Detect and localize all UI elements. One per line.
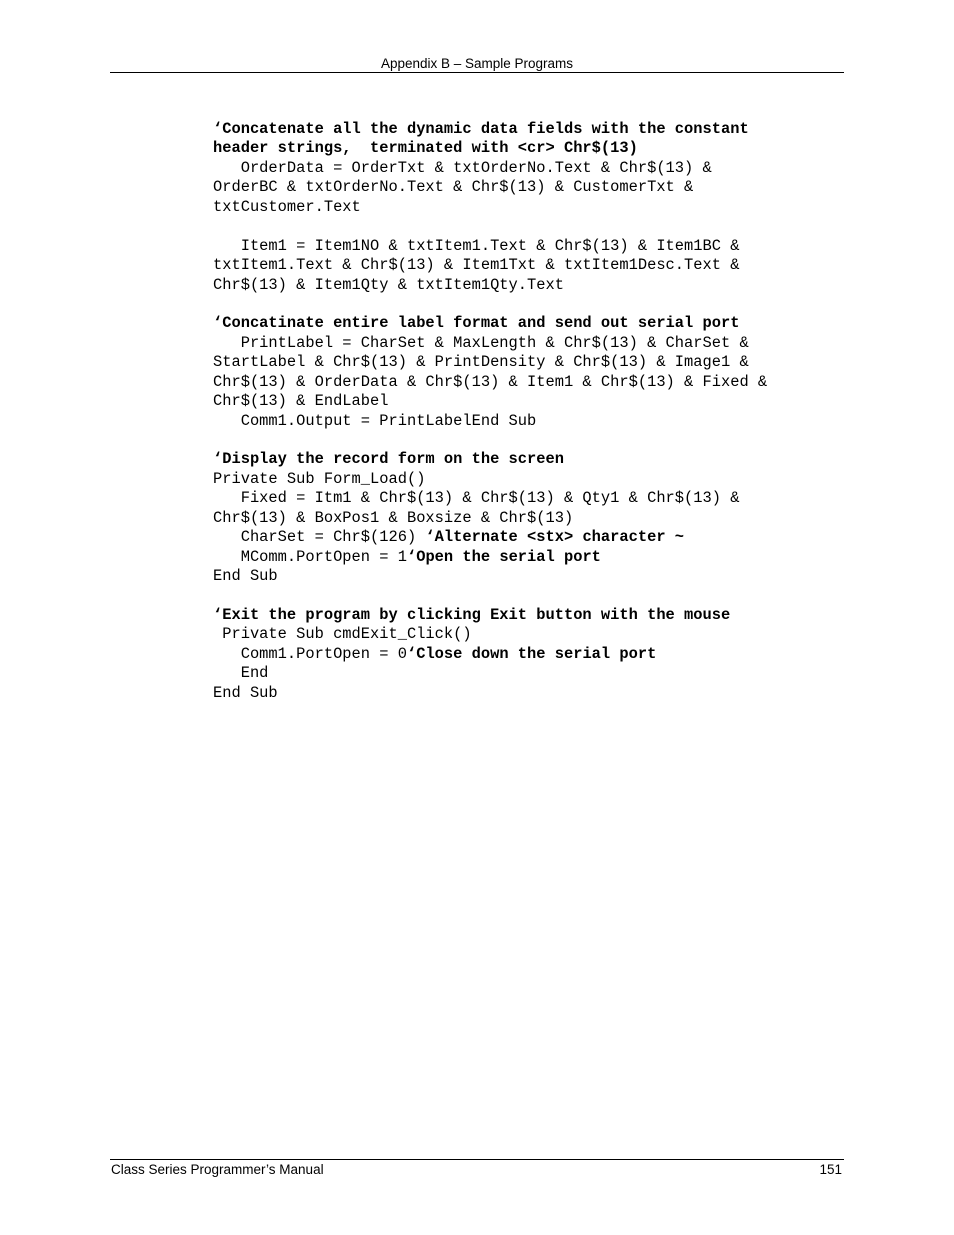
code-text: End [213,664,269,683]
code-line [213,392,843,411]
code-text: Comm1.PortOpen = 0 [213,644,407,663]
code-text: Comm1.Output = PrintLabelEnd Sub [213,411,537,430]
code-line [213,159,843,178]
code-text: Chr$(13) & BoxPos1 & Boxsize & Chr$(13) [213,508,574,527]
code-text: Item1 = Item1NO & txtItem1.Text & Chr$(13) & Item1BC & [213,236,740,255]
code-text: PrintLabel = CharSet & MaxLength & Chr$(13) & CharSet & [213,333,749,352]
code-line [213,198,843,217]
footer-divider [110,1159,844,1160]
code-line [213,489,843,508]
code-blank-line [213,217,843,236]
code-line [213,548,843,567]
code-line [213,314,843,333]
code-line [213,139,843,158]
code-text: Chr$(13) & EndLabel [213,392,389,411]
code-line [213,334,843,353]
code-comment: ‘Concatenate all the dynamic data fields with the constant [213,120,749,138]
code-line [213,528,843,547]
code-text: MComm.PortOpen = 1 [213,547,407,566]
code-line [213,276,843,295]
code-text: End Sub [213,683,278,702]
code-comment: ‘Exit the program by clicking Exit button with the mouse [213,605,731,624]
code-line [213,645,843,664]
code-line [213,353,843,372]
code-line [213,450,843,469]
code-text: Chr$(13) & Item1Qty & txtItem1Qty.Text [213,275,564,294]
code-text: txtItem1.Text & Chr$(13) & Item1Txt & txtItem1Desc.Text & [213,256,740,275]
code-line [213,178,843,197]
running-header: Appendix B – Sample Programs [380,56,574,71]
code-line [213,470,843,489]
code-text: Private Sub cmdExit_Click() [213,625,472,644]
code-text: StartLabel & Chr$(13) & PrintDensity & Chr$(13) & Image1 & [213,353,749,372]
page-number: 151 [819,1162,842,1177]
code-listing [213,120,843,703]
code-line [213,684,843,703]
code-line [213,606,843,625]
code-line [213,412,843,431]
code-text: End Sub [213,567,278,586]
code-comment: header strings, terminated with <cr> Chr$(13) [213,139,638,158]
code-blank-line [213,431,843,450]
code-line [213,120,843,139]
code-blank-line [213,587,843,606]
code-text: OrderBC & txtOrderNo.Text & Chr$(13) & CustomerTxt & [213,178,694,197]
code-line [213,509,843,528]
code-text: OrderData = OrderTxt & txtOrderNo.Text & Chr$(13) & [213,158,712,177]
code-comment: ‘Concatinate entire label format and send out serial port [213,314,740,333]
code-line [213,664,843,683]
code-line [213,625,843,644]
code-comment: ‘Display the record form on the screen [213,450,564,469]
code-line [213,237,843,256]
code-comment: ‘Close down the serial port [406,644,657,663]
code-text: CharSet = Chr$(126) [213,528,426,547]
code-text: Fixed = Itm1 & Chr$(13) & Chr$(13) & Qty1 & Chr$(13) & [213,489,740,508]
footer-manual-title: Class Series Programmer’s Manual [111,1162,324,1177]
code-comment: ‘Alternate <stx> character ~ [425,528,685,547]
code-text: Chr$(13) & OrderData & Chr$(13) & Item1 & Chr$(13) & Fixed & [213,372,768,391]
code-line [213,373,843,392]
code-line [213,256,843,275]
code-text: Private Sub Form_Load() [213,469,426,488]
header-divider [110,72,844,73]
code-blank-line [213,295,843,314]
code-line [213,567,843,586]
code-comment: ‘Open the serial port [406,547,601,566]
code-text: txtCustomer.Text [213,197,361,216]
